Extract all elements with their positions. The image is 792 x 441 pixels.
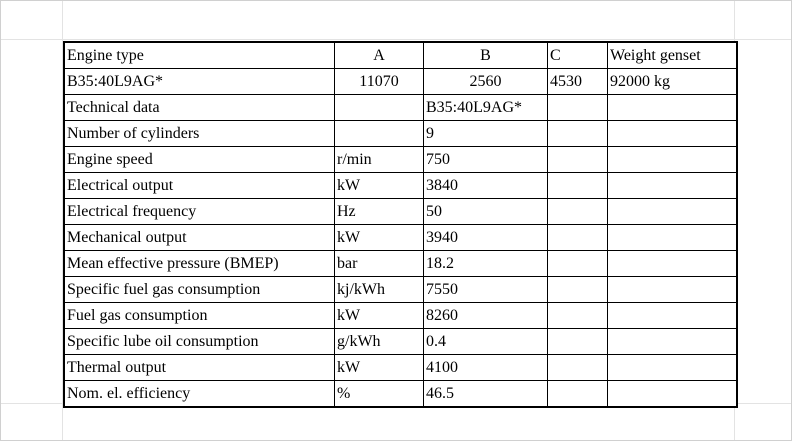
row-unit: kW [335, 355, 424, 381]
row-unit: kj/kWh [335, 277, 424, 303]
row-label: Mean effective pressure (BMEP) [64, 251, 335, 277]
empty-cell [608, 303, 738, 329]
empty-cell [548, 329, 608, 355]
row-unit: kW [335, 173, 424, 199]
table-row [64, 173, 737, 199]
row-value: 750 [424, 147, 548, 173]
table-row [64, 225, 737, 251]
row-label: Engine speed [64, 147, 335, 173]
model-row [64, 69, 737, 95]
row-unit: kW [335, 225, 424, 251]
empty-cell [548, 225, 608, 251]
model-name: B35:40L9AG* [64, 69, 335, 95]
row-value: 7550 [424, 277, 548, 303]
empty-cell [608, 121, 738, 147]
empty-cell [548, 95, 608, 121]
row-label: Thermal output [64, 355, 335, 381]
row-label: Mechanical output [64, 225, 335, 251]
empty-cell [548, 277, 608, 303]
empty-cell [608, 225, 738, 251]
empty-cell [608, 355, 738, 381]
table-header-row [64, 42, 737, 69]
technical-data-unit [335, 95, 424, 121]
row-value: 0.4 [424, 329, 548, 355]
table-row [64, 121, 737, 147]
row-label: Electrical output [64, 173, 335, 199]
table-row [64, 147, 737, 173]
technical-data-model: B35:40L9AG* [424, 95, 548, 121]
table-row [64, 303, 737, 329]
engine-spec-table [63, 41, 738, 408]
table-row [64, 199, 737, 225]
empty-cell [548, 381, 608, 408]
header-weight-genset: Weight genset [608, 42, 738, 69]
empty-cell [548, 121, 608, 147]
dimension-c-value: 4530 [548, 69, 608, 95]
row-value: 3840 [424, 173, 548, 199]
empty-cell [548, 147, 608, 173]
empty-cell [608, 199, 738, 225]
empty-cell [548, 303, 608, 329]
weight-genset-value: 92000 kg [608, 69, 738, 95]
empty-cell [548, 173, 608, 199]
row-label: Number of cylinders [64, 121, 335, 147]
row-value: 4100 [424, 355, 548, 381]
table-row [64, 381, 737, 408]
row-label: Electrical frequency [64, 199, 335, 225]
row-value: 8260 [424, 303, 548, 329]
empty-cell [608, 329, 738, 355]
table-row [64, 251, 737, 277]
row-value: 9 [424, 121, 548, 147]
row-value: 18.2 [424, 251, 548, 277]
row-label: Nom. el. efficiency [64, 381, 335, 408]
row-unit: r/min [335, 147, 424, 173]
row-unit: g/kWh [335, 329, 424, 355]
row-label: Fuel gas consumption [64, 303, 335, 329]
engine-spec-table-body [64, 42, 737, 407]
empty-cell [548, 251, 608, 277]
header-b: B [424, 42, 548, 69]
technical-data-row [64, 95, 737, 121]
empty-cell [608, 95, 738, 121]
empty-cell [608, 251, 738, 277]
row-unit [335, 121, 424, 147]
row-unit: % [335, 381, 424, 408]
row-value: 50 [424, 199, 548, 225]
table-row [64, 355, 737, 381]
row-unit: kW [335, 303, 424, 329]
row-label: Specific lube oil consumption [64, 329, 335, 355]
empty-cell [608, 381, 738, 408]
row-value: 3940 [424, 225, 548, 251]
empty-cell [608, 147, 738, 173]
row-value: 46.5 [424, 381, 548, 408]
table-row [64, 277, 737, 303]
table-row [64, 329, 737, 355]
empty-cell [548, 199, 608, 225]
header-c: C [548, 42, 608, 69]
row-unit: Hz [335, 199, 424, 225]
sheet-gridline [1, 39, 792, 40]
header-a: A [335, 42, 424, 69]
header-engine-type: Engine type [64, 42, 335, 69]
row-unit: bar [335, 251, 424, 277]
empty-cell [608, 277, 738, 303]
dimension-a-value: 11070 [335, 69, 424, 95]
technical-data-label: Technical data [64, 95, 335, 121]
dimension-b-value: 2560 [424, 69, 548, 95]
empty-cell [608, 173, 738, 199]
empty-cell [548, 355, 608, 381]
row-label: Specific fuel gas consumption [64, 277, 335, 303]
